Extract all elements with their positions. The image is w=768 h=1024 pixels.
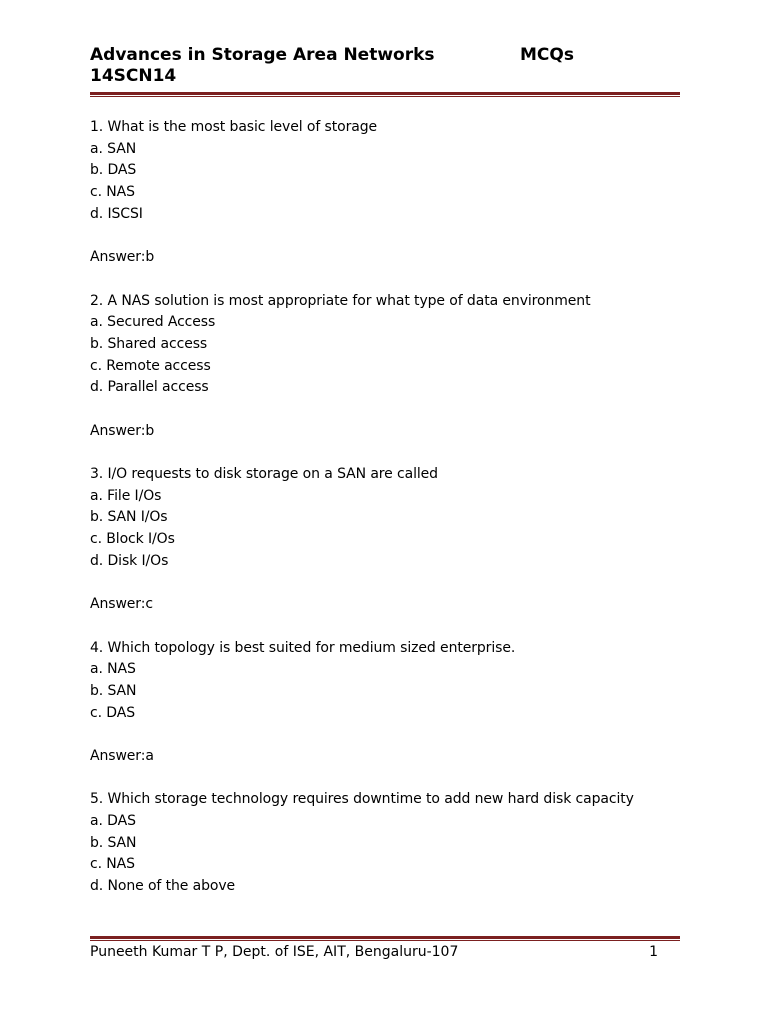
question-text: 1. What is the most basic level of storage: [90, 119, 378, 135]
answer-key: Answer:b: [90, 422, 155, 439]
answer-option: d. Disk I/Os: [90, 552, 169, 569]
spacer: [90, 768, 690, 790]
answer-option: a. DAS: [90, 813, 136, 829]
answer-key: Answer:a: [90, 747, 154, 764]
page-header: [90, 45, 680, 87]
page-number: 1: [649, 944, 658, 960]
answer-option: b. SAN: [90, 682, 137, 699]
header-rule: [90, 92, 680, 97]
answer-key: Answer:b: [90, 249, 155, 266]
answer-option: c. Remote access: [90, 357, 211, 374]
course-code: 14SCN14: [90, 66, 177, 86]
question-text: 3. I/O requests to disk storage on a SAN are called: [90, 466, 438, 482]
spacer: [90, 616, 690, 638]
footer-rule: [90, 936, 680, 941]
answer-option: c. NAS: [90, 184, 135, 201]
answer-option: d. Parallel access: [90, 379, 209, 396]
footer-rule-thick: [90, 936, 680, 939]
spacer: [90, 572, 690, 594]
header-rule-thin: [90, 96, 680, 97]
spacer: [90, 225, 690, 247]
header-title-line: [90, 45, 680, 66]
question-text: 4. Which topology is best suited for medium sized enterprise.: [90, 639, 516, 656]
question-block: [90, 789, 690, 897]
answer-option: b. Shared access: [90, 335, 208, 352]
footer-rule-thin: [90, 940, 680, 941]
answer-option: d. ISCSI: [90, 205, 143, 222]
answer-option: a. Secured Access: [90, 314, 216, 331]
document-title: Advances in Storage Area Networks: [90, 45, 435, 65]
answer-option: c. NAS: [90, 856, 135, 873]
answer-option: d. None of the above: [90, 878, 236, 895]
answer-option: c. DAS: [90, 704, 135, 721]
spacer: [90, 724, 690, 746]
question-list: [90, 117, 690, 898]
answer-option: a. File I/Os: [90, 487, 162, 504]
spacer: [90, 399, 690, 421]
header-rule-thick: [90, 92, 680, 95]
answer-option: b. SAN I/Os: [90, 509, 168, 526]
answer-option: a. SAN: [90, 140, 137, 157]
question-text: 2. A NAS solution is most appropriate for what type of data environment: [90, 292, 591, 309]
header-label: MCQs: [520, 45, 574, 65]
footer-author: Puneeth Kumar T P, Dept. of ISE, AIT, Bengaluru-107: [90, 944, 459, 960]
answer-option: c. Block I/Os: [90, 531, 175, 548]
spacer: [90, 442, 690, 464]
question-text: 5. Which storage technology requires downtime to add new hard disk capacity: [90, 791, 634, 808]
question-block: [90, 117, 690, 291]
answer-key: Answer:c: [90, 596, 153, 613]
answer-option: a. NAS: [90, 661, 136, 678]
spacer: [90, 269, 690, 291]
answer-option: b. SAN: [90, 834, 137, 851]
page-footer: [90, 942, 658, 962]
answer-option: b. DAS: [90, 162, 137, 179]
question-block: [90, 464, 690, 638]
question-block: [90, 638, 690, 790]
question-block: [90, 291, 690, 465]
